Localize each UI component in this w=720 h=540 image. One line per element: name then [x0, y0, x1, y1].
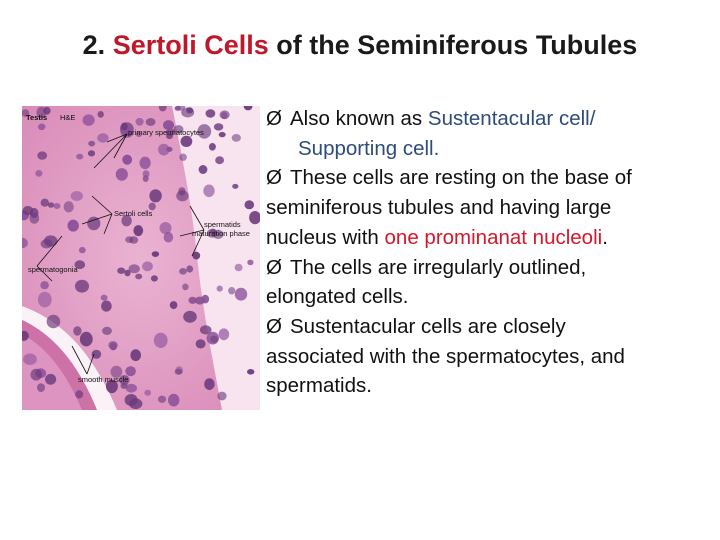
micrograph-figure — [22, 106, 260, 410]
title-number: 2. — [82, 30, 106, 60]
nucleus — [186, 265, 193, 272]
nucleus — [73, 326, 81, 335]
nucleus — [130, 349, 141, 361]
nucleus — [47, 315, 61, 329]
nucleus — [129, 264, 140, 273]
nucleus — [176, 190, 188, 201]
nucleus — [38, 124, 45, 131]
nucleus — [101, 295, 108, 301]
nucleus — [245, 200, 255, 209]
nucleus — [133, 225, 143, 236]
bullet-list — [266, 104, 718, 401]
nucleus — [204, 378, 214, 390]
nucleus — [68, 220, 79, 232]
bullet-2-line-3-pre: nucleus with — [266, 225, 379, 249]
nucleus — [80, 332, 93, 347]
nucleus — [200, 325, 212, 334]
label-stain: H&E — [60, 113, 76, 122]
bullet-2-line-3-post: . — [602, 225, 608, 249]
bullet-1-highlight: Sustentacular cell/ — [427, 107, 596, 130]
micrograph-svg — [22, 106, 260, 410]
label-stain-title: Testis — [26, 113, 48, 122]
nucleus — [217, 392, 226, 401]
nucleus — [179, 268, 187, 275]
bullet-2-line-1 — [266, 163, 718, 193]
nucleus — [175, 369, 183, 375]
nucleus — [129, 236, 138, 243]
bullet-2-line-2: seminiferous tubules and having large — [266, 196, 612, 220]
nucleus — [135, 274, 142, 280]
nucleus — [182, 284, 188, 291]
nucleus — [196, 339, 206, 348]
nucleus — [144, 390, 151, 396]
nucleus — [202, 295, 210, 304]
nucleus — [146, 118, 156, 126]
label-primary-spermatocytes: primary spermatocytes — [128, 128, 204, 137]
nucleus — [154, 333, 168, 348]
nucleus — [45, 374, 56, 385]
slide-title — [0, 30, 720, 61]
nucleus — [31, 369, 42, 381]
label-sertoli-cells: Sertoli cells — [114, 209, 153, 218]
bullet-1-text: Also known as — [290, 107, 423, 130]
nucleus — [151, 275, 158, 281]
nucleus — [199, 165, 208, 174]
nucleus — [37, 151, 47, 159]
nucleus — [247, 260, 253, 266]
nucleus — [101, 301, 112, 312]
nucleus — [71, 191, 83, 201]
nucleus — [158, 396, 166, 403]
bullet-2-text: These cells are resting on the base of — [290, 166, 632, 190]
nucleus — [116, 168, 128, 181]
bullet-3-line-2: elongated cells. — [266, 285, 409, 309]
nucleus — [23, 206, 34, 215]
nucleus — [217, 286, 223, 292]
label-spermatids: spermatids — [204, 220, 241, 229]
nucleus — [121, 123, 128, 131]
nucleus — [181, 136, 193, 147]
bullet-2-line-3 — [266, 223, 718, 253]
nucleus — [170, 301, 178, 309]
bullet-1-line-1 — [266, 104, 718, 134]
nucleus — [206, 109, 216, 117]
nucleus — [75, 390, 83, 398]
nucleus — [126, 384, 137, 393]
nucleus — [117, 268, 125, 274]
nucleus — [181, 108, 194, 118]
nucleus — [221, 112, 227, 119]
label-smooth-muscle: smooth muscle — [78, 375, 129, 384]
bullet-2-highlight: one prominanat nucleoli — [384, 225, 603, 249]
nucleus — [183, 311, 197, 323]
nucleus — [228, 287, 235, 294]
nucleus — [179, 154, 187, 161]
nucleus — [247, 369, 254, 375]
nucleus — [97, 133, 108, 142]
nucleus — [235, 264, 243, 272]
nucleus — [232, 134, 241, 142]
label-spermatogonia: spermatogonia — [28, 265, 78, 274]
bullet-4-line-1 — [266, 312, 718, 342]
nucleus — [215, 156, 224, 164]
nucleus — [209, 143, 216, 151]
nucleus — [235, 288, 247, 301]
nucleus — [232, 184, 238, 189]
nucleus — [88, 150, 95, 156]
nucleus — [35, 170, 42, 177]
bullet-4-line-3: spermatids. — [266, 374, 372, 398]
arrow-bullet-icon: Ø — [266, 255, 282, 279]
title-highlight: Sertoli Cells — [112, 30, 269, 60]
nucleus — [203, 185, 214, 198]
nucleus — [108, 341, 118, 349]
nucleus — [166, 147, 172, 152]
nucleus — [122, 155, 132, 165]
nucleus — [129, 398, 142, 409]
nucleus — [38, 292, 52, 308]
label-maturation-phase: maturation phase — [192, 229, 250, 238]
nucleus — [152, 251, 159, 257]
nucleus — [41, 199, 49, 207]
nucleus — [219, 328, 230, 340]
nucleus — [189, 297, 197, 304]
nucleus — [210, 336, 218, 343]
nucleus — [164, 232, 174, 243]
nucleus — [83, 114, 95, 125]
nucleus — [140, 157, 151, 170]
nucleus — [54, 203, 61, 209]
arrow-bullet-icon: Ø — [266, 166, 282, 190]
nucleus — [23, 354, 37, 365]
nucleus — [41, 239, 53, 248]
nucleus — [142, 261, 153, 271]
nucleus — [40, 281, 49, 289]
nucleus — [136, 118, 144, 126]
title-rest: of the Seminiferous Tubules — [276, 30, 638, 60]
nucleus — [88, 141, 95, 147]
nucleus — [149, 189, 161, 202]
nucleus — [214, 123, 223, 130]
nucleus — [98, 111, 104, 118]
nucleus — [76, 154, 83, 160]
nucleus — [37, 383, 45, 392]
arrow-bullet-icon: Ø — [266, 314, 282, 338]
nucleus — [219, 132, 226, 137]
bullet-3-text: The cells are irregularly outlined, — [290, 255, 587, 279]
nucleus — [75, 280, 89, 293]
bullet-4-line-2: associated with the spermatocytes, and — [266, 344, 625, 368]
bullet-4-text: Sustentacular cells are closely — [290, 314, 566, 338]
nucleus — [168, 394, 179, 407]
nucleus — [64, 201, 74, 212]
nucleus — [102, 327, 112, 335]
bullet-3-line-1 — [266, 253, 718, 283]
nucleus — [79, 247, 86, 253]
nucleus — [143, 170, 150, 177]
bullet-1-line-2: Supporting cell. — [298, 136, 440, 160]
arrow-bullet-icon: Ø — [266, 107, 282, 130]
